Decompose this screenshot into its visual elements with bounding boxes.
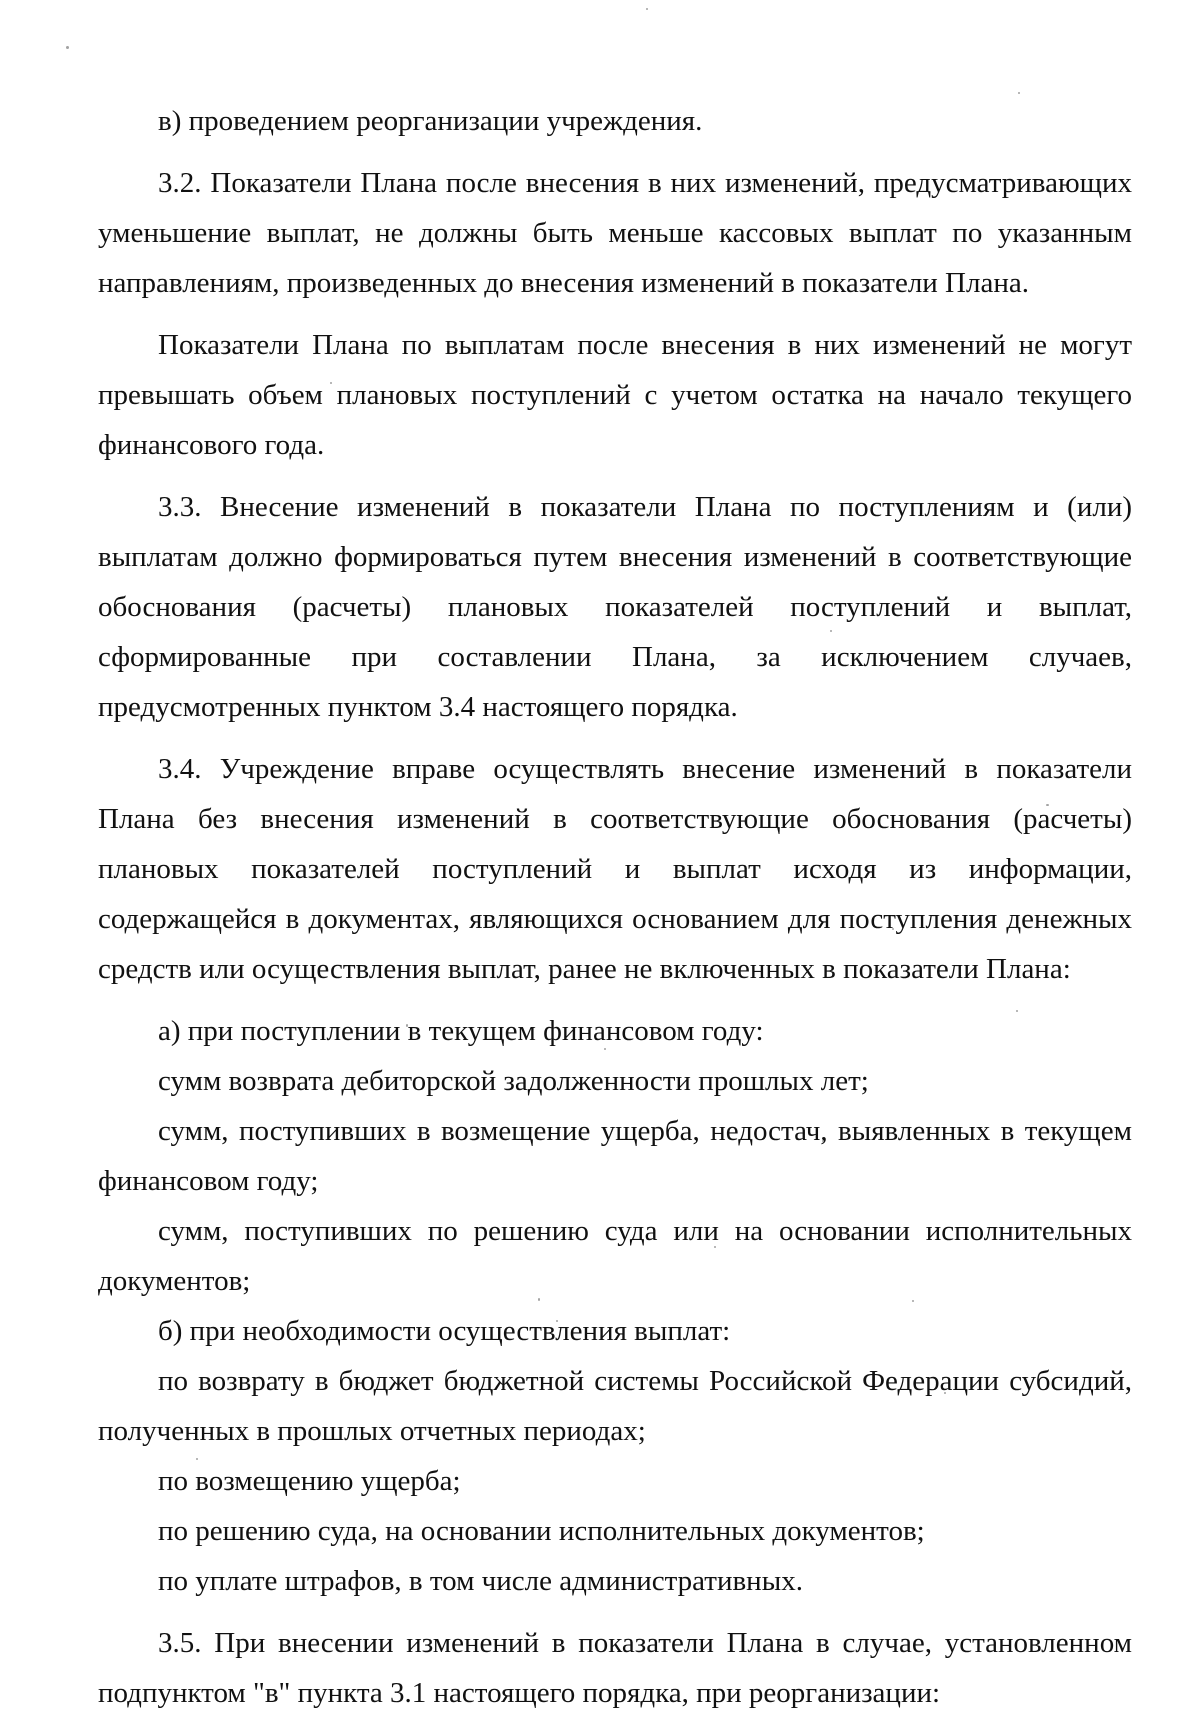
paragraph-3-4: 3.4. Учреждение вправе осуществлять внесение изменений в показатели Плана без внесения изменений в соответствующие обоснования (расчеты) плановых показателей поступлений и выплат исходя из информации, содержащейся в документах, являющихся основанием для поступления денежных средств или осуществления выплат, ранее не включенных в показатели Плана: — [98, 753, 1132, 985]
list-item-a: а) при поступлении в текущем финансовом году: — [158, 1015, 764, 1047]
paragraph-3-2: 3.2. Показатели Плана после внесения в них изменений, предусматривающих уменьшение выплат, не должны быть меньше кассовых выплат по указанным направлениям, произведенных до внесения изменений в показатели Плана. — [98, 167, 1132, 299]
list-item-damage-compensation: сумм, поступивших в возмещение ущерба, недостач, выявленных в текущем финансовом году; — [98, 1115, 1132, 1197]
list-item-court-decision-payment: по решению суда, на основании исполнительных документов; — [158, 1515, 925, 1547]
list-item-court-decision-receipts: сумм, поступивших по решению суда или на основании исполнительных документов; — [98, 1215, 1132, 1297]
scan-speck — [66, 46, 69, 49]
scan-speck — [1018, 92, 1020, 94]
list-item-debt-return: сумм возврата дебиторской задолженности прошлых лет; — [158, 1065, 869, 1097]
list-item-subsidy-return: по возврату в бюджет бюджетной системы Российской Федерации субсидий, полученных в прошлых отчетных периодах; — [98, 1365, 1132, 1447]
list-item-b: б) при необходимости осуществления выплат: — [158, 1315, 731, 1347]
paragraph-reorganization-item: в) проведением реорганизации учреждения. — [158, 105, 703, 137]
scan-speck — [646, 8, 648, 10]
list-item-fines: по уплате штрафов, в том числе административных. — [158, 1565, 803, 1597]
paragraph-3-5: 3.5. При внесении изменений в показатели Плана в случае, установленном подпунктом "в" пункта 3.1 настоящего порядка, при реорганизации: — [98, 1627, 1132, 1709]
list-item-damage-payment: по возмещению ущерба; — [158, 1465, 461, 1497]
paragraph-plan-payments: Показатели Плана по выплатам после внесения в них изменений не могут превышать объем плановых поступлений с учетом остатка на начало текущего финансового года. — [98, 329, 1132, 461]
paragraph-3-3: 3.3. Внесение изменений в показатели Плана по поступлениям и (или) выплатам должно формироваться путем внесения изменений в соответствующие обоснования (расчеты) плановых показателей поступлений и выплат, сформированные при составлении Плана, за исключением случаев, предусмотренных пунктом 3.4 настоящего порядка. — [98, 491, 1132, 723]
document-body — [98, 96, 1132, 1718]
